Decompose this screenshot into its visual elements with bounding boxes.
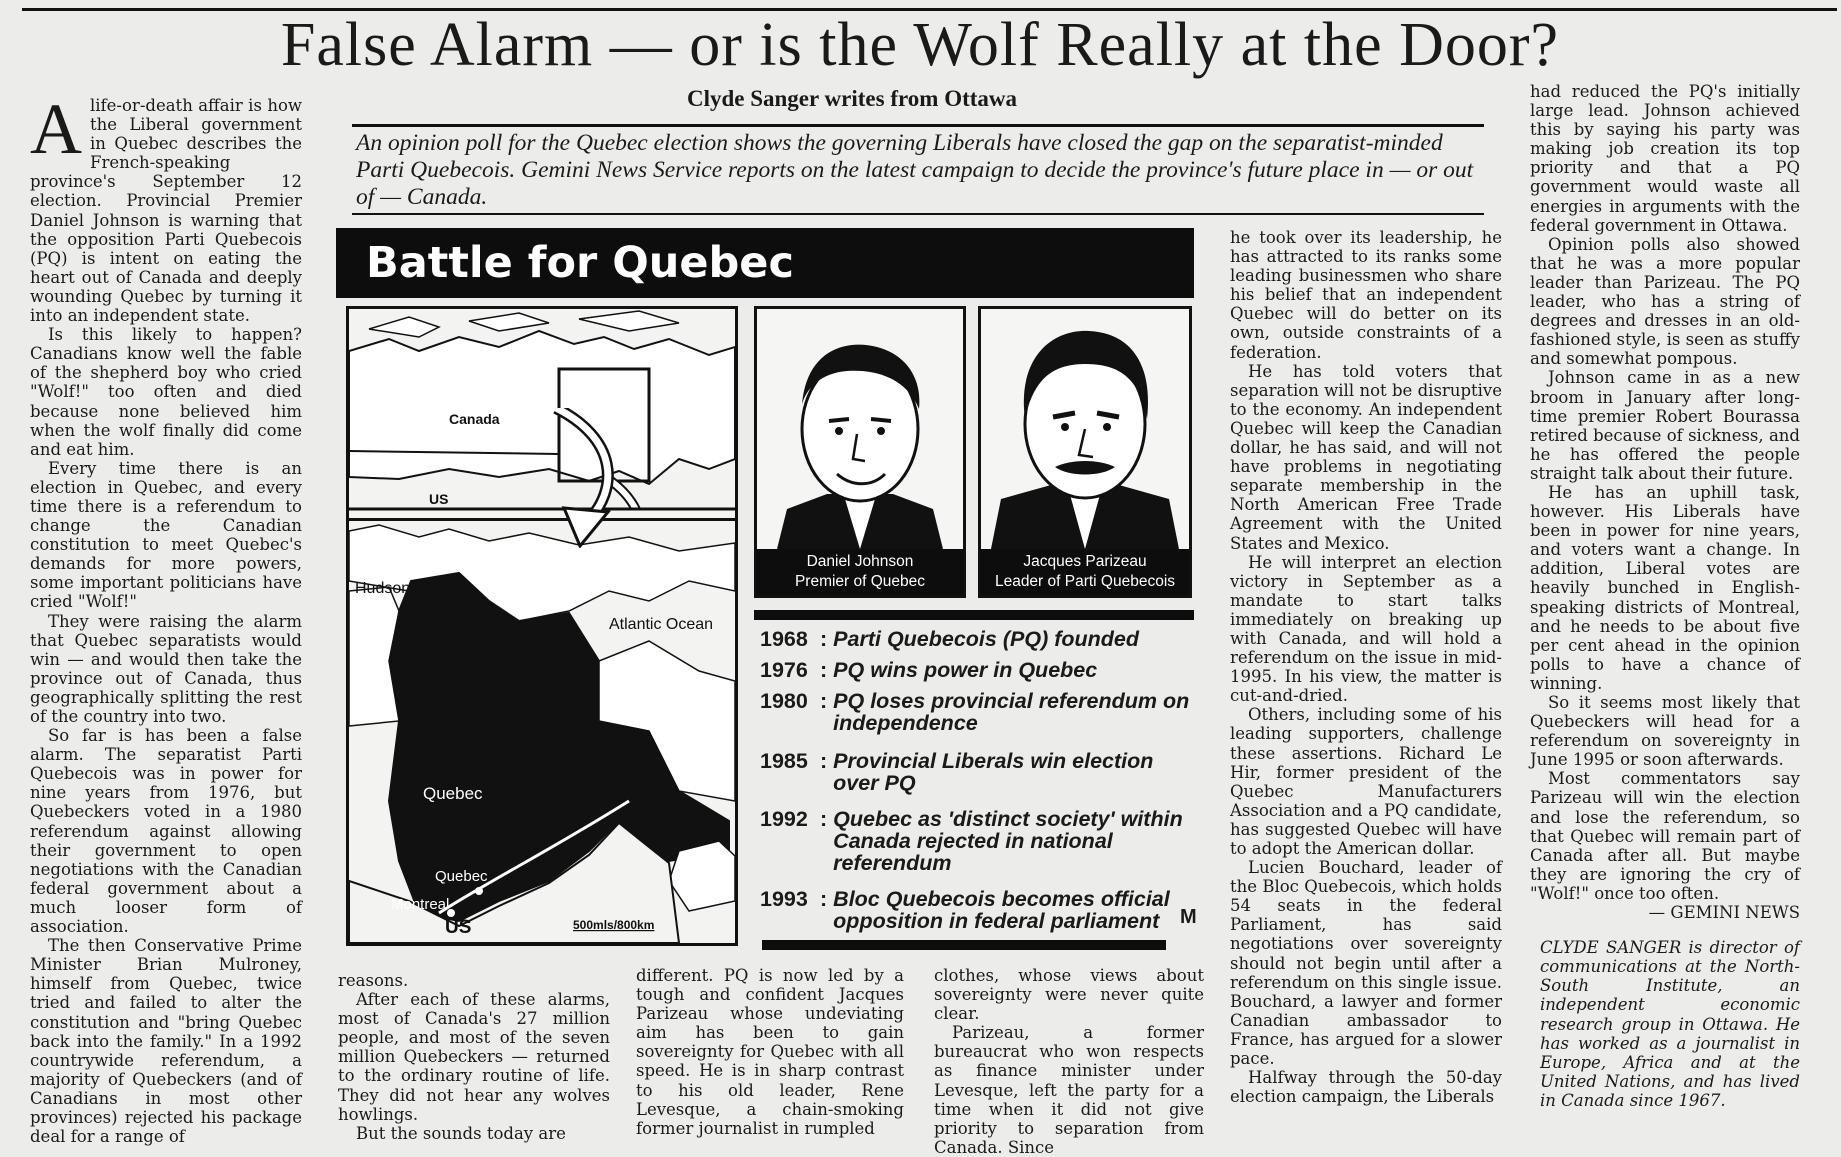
col1-para-5: So far is has been a false alarm. The separatist Parti Quebecois was in power for nine years from 1976, but Quebeckers voted in a 1980 referendum against allowing their government to open negotiations with the Canadian federal government about a much looser form of association. — [30, 726, 302, 937]
column-4 — [934, 966, 1204, 1157]
col5-para-2: He has told voters that separation will not be disruptive to the economy. An independent Quebec will keep the Canadian dollar, he has said, and will not have problems in negotiating separate membership in the North American Free Trade Agreement with the United States and Mexico. — [1230, 361, 1502, 553]
timeline — [760, 628, 1200, 941]
col1-para-3: Every time there is an election in Quebec, and every time there is a referendum to change the Canadian constitution to meet Quebec's demands for more powers, some important politicians have cried "Wolf!" — [30, 458, 302, 612]
gemini-logo-icon: M — [1180, 906, 1197, 928]
col3-para-1: different. PQ is now led by a tough and confident Jacques Parizeau whose undeviating aim has been to gain sovereignty for Quebec with all speed. He is in sharp contrast to his old leader, Rene Levesque, a chain-smoking former journalist in rumpled — [636, 966, 904, 1138]
parizeau-face-icon — [981, 309, 1189, 549]
label-montreal-detail: Montreal — [391, 896, 450, 913]
label-atlantic-ocean-detail: Atlantic Ocean — [609, 616, 714, 633]
label-canada: Canada — [449, 411, 500, 427]
drop-cap: A — [30, 89, 82, 169]
col5-para-3: He will interpret an election victory in September as a mandate to start talks immediately on breaking up with Canada, and will hold a referendum on the issue in mid-1995. In his view, the matter is cut-and-dried. — [1230, 552, 1502, 706]
col5-para-1: he took over its leadership, he has attracted to its ranks some leading businessmen who share his belief that an independent Quebec will do better on its own, outside constraints of a federation. — [1230, 228, 1502, 362]
column-5 — [1230, 228, 1502, 1106]
col5-para-4: Others, including some of his leading supporters, challenge these assertions. Richard Le Hir, former president of the Quebec Manufacturers Association and a PQ candidate, has suggested Quebec will have to adopt the American dollar. — [1230, 705, 1502, 858]
col6-para-5: So it seems most likely that Quebeckers will head for a referendum on sovereignty in June 1995 or soon afterwards. — [1530, 693, 1800, 770]
caption-johnson — [757, 549, 963, 595]
headline: False Alarm — or is the Wolf Really at the Door? — [280, 11, 1560, 79]
standfirst-rule-top — [352, 124, 1484, 127]
timeline-event: Parti Quebecois (PQ) founded — [833, 627, 1139, 651]
timeline-item: 1985 : Provincial Liberals win election over PQ — [760, 750, 1200, 794]
timeline-item: 1976 : PQ wins power in Quebec — [760, 658, 1098, 682]
timeline-item: 1993 : Bloc Quebecois becomes official opposition in federal parliament — [760, 888, 1200, 932]
col1-para-2: Is this likely to happen? Canadians know well the fable of the shepherd boy who cried "Wolf!" too often and died because none believed him when the wolf finally did come and eat him. — [30, 325, 302, 459]
author-bio: CLYDE SANGER is director of communications at the North-South Institute, an independent economic research group in Ottawa. He has worked as a journalist in Europe, Africa and at the United Nations, and has lived in Canada since 1967. — [1540, 938, 1800, 1110]
col6-para-6: Most commentators say Parizeau will win the election and lose the referendum, so that Quebec will remain part of Canada after all. But maybe they are ignoring the cry of "Wolf!" once too often. — [1530, 769, 1800, 903]
standfirst: An opinion poll for the Quebec election shows the governing Liberals have closed the gap on the separatist-minded Parti Quebecois. Gemini News Service reports on the latest campaign to decide the province's future place in — or out of — Canada. — [356, 130, 1474, 210]
col5-para-6: Halfway through the 50-day election campaign, the Liberals — [1230, 1068, 1502, 1107]
label-quebec-city-detail: Quebec — [435, 868, 488, 885]
column-6 — [1530, 82, 1800, 1110]
timeline-bar-top — [754, 610, 1194, 620]
col5-para-5: Lucien Bouchard, leader of the Bloc Quebecois, which holds 54 seats in the federal Parliament, has said negotiations over sovereignty should not begin until after a referendum on this single issue. Bouchard, a lawyer and former Canadian ambassador to France, has argued for a slower pace. — [1230, 858, 1502, 1069]
quebec-map-svg — [349, 521, 735, 943]
col2-para-3: But the sounds today are — [356, 1123, 566, 1143]
timeline-event: PQ loses provincial referendum on independence — [833, 689, 1190, 735]
timeline-event: Provincial Liberals win election over PQ — [833, 749, 1154, 795]
col1-para-1: Alife-or-death affair is how the Liberal government in Quebec describes the French-speaking province's September 12 election. Provincial Premier Daniel Johnson is warning that the opposition Parti Quebecois (PQ) is intent on eating the heart out of Canada and deeply wounding Quebec by turning it into an independent state. — [30, 89, 302, 326]
portrait-daniel-johnson — [754, 306, 966, 598]
timeline-year: 1976 — [760, 658, 808, 682]
parizeau-role: Leader of Parti Quebecois — [994, 573, 1176, 590]
johnson-role: Premier of Quebec — [794, 573, 926, 590]
col6-para-4: He has an uphill task, however. His Liberals have been in power for nine years, and voters want a change. In addition, Liberal votes are heavily bunched in English-speaking districts of Montreal, and he needs to be about five per cent ahead in the opinion polls to have a chance of winning. — [1530, 482, 1800, 693]
johnson-face-icon — [757, 309, 963, 549]
timeline-item: 1992 : Quebec as 'distinct society' within Canada rejected in national referendum — [760, 808, 1200, 874]
timeline-event: PQ wins power in Quebec — [833, 658, 1098, 682]
timeline-event: Quebec as 'distinct society' within Canada rejected in national referendum — [833, 807, 1183, 875]
column-3 — [636, 966, 904, 1138]
johnson-name: Daniel Johnson — [806, 553, 914, 570]
timeline-year: 1968 — [760, 627, 808, 651]
portrait-jacques-parizeau — [978, 306, 1192, 598]
standfirst-rule-bottom — [352, 213, 1484, 215]
timeline-item: 1968 : Parti Quebecois (PQ) founded — [760, 627, 1139, 651]
byline: Clyde Sanger writes from Ottawa — [686, 86, 1018, 111]
parizeau-name: Jacques Parizeau — [1023, 553, 1147, 570]
label-hudson-bay-detail: Hudson Bay — [355, 580, 443, 597]
timeline-event: Bloc Quebecois becomes official opposition in federal parliament — [833, 887, 1170, 933]
signoff: — GEMINI NEWS — [1648, 903, 1800, 923]
col2-para-2: After each of these alarms, most of Canada's 27 million people, and most of the seven million Quebeckers — returned to the ordinary routine of life. They did not hear any wolves howlings. — [338, 990, 610, 1124]
col6-para-1: had reduced the PQ's initially large lead. Johnson achieved this by saying his party was making job creation its top priority and that a PQ government would waste all energies in arguments with the federal government in Ottawa. — [1530, 82, 1800, 235]
label-us-bottom: US — [445, 917, 472, 938]
col4-para-1: clothes, whose views about sovereignty were never quite clear. — [934, 966, 1204, 1024]
col2-para-1: reasons. — [338, 971, 409, 990]
timeline-year: 1992 — [760, 807, 808, 831]
col6-para-2: Opinion polls also showed that he was a more popular leader than Parizeau. The PQ leader, who has a string of degrees and dresses in an old-fashioned style, is seen as stuffy and somewhat pompous. — [1530, 234, 1800, 369]
col6-para-3: Johnson came in as a new broom in January after long-time premier Robert Bourassa retired because of sickness, and he has offered the people straight talk about their future. — [1530, 368, 1800, 483]
caption-parizeau — [981, 549, 1189, 595]
col1-para-6: The then Conservative Prime Minister Brian Mulroney, himself from Quebec, twice tried and failed to alter the constitution and "bring Quebec back into the family." In a 1992 countrywide referendum, a majority of Quebeckers (and of Canadians in most other provinces) rejected his package deal for a range of — [30, 936, 302, 1147]
timeline-year: 1980 — [760, 689, 808, 713]
label-us-top: US — [429, 491, 449, 507]
timeline-bar-bottom — [762, 940, 1166, 950]
col4-para-2: Parizeau, a former bureaucrat who won respects as finance minister under Levesque, left the party for a time when it did not give priority to separation from Canada. Since — [934, 1023, 1204, 1157]
column-2 — [338, 971, 610, 1143]
map-quebec — [346, 518, 738, 946]
col1-para-4: They were raising the alarm that Quebec separatists would win — and would then take the province out of Canada, thus geographically splitting the rest of the country into two. — [30, 611, 302, 726]
column-1 — [30, 89, 302, 1147]
label-quebec-province-detail: Quebec — [423, 784, 483, 803]
timeline-year: 1985 — [760, 749, 808, 773]
timeline-year: 1993 — [760, 887, 808, 911]
map-scale: 500mls/800km — [573, 918, 655, 932]
graphic-title: Battle for Quebec — [336, 228, 1194, 298]
zoom-arrow-icon — [526, 408, 636, 548]
timeline-item: 1980 : PQ loses provincial referendum on independence — [760, 690, 1200, 734]
